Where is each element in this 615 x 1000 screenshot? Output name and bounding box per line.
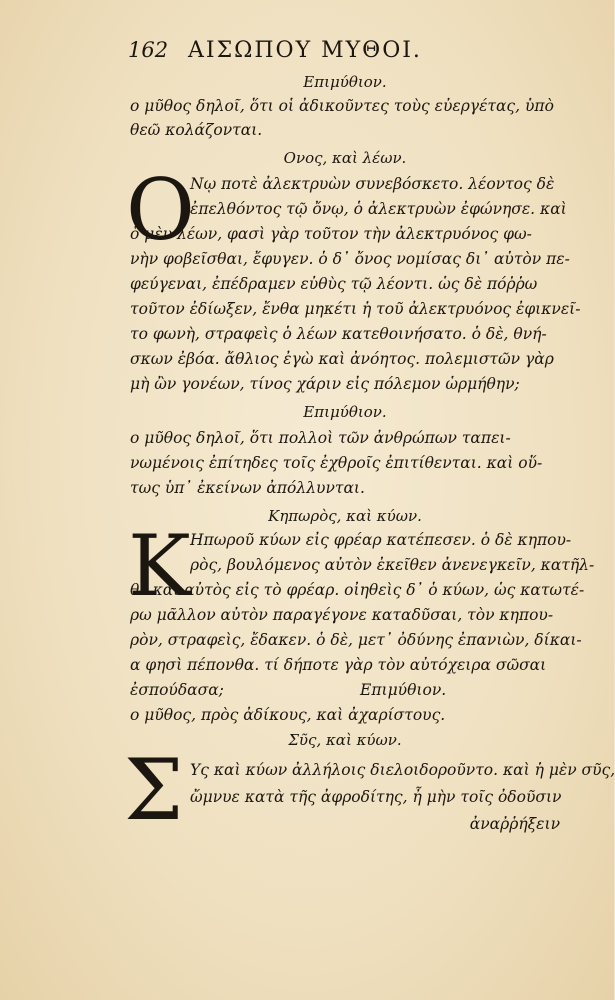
- moral-heading: Επιμύθιον.: [303, 403, 387, 421]
- text-line: ὤμνυε κατὰ τῆς ἀφροδίτης, ἦ μὴν τοῖς ὀδοῦσιν: [190, 788, 562, 806]
- drop-cap: O: [126, 161, 195, 259]
- text-line: το φωνὴ, στραφεὶς ὁ λέων κατεθοινήσατο. ὁ δὲ, θνή-: [130, 325, 547, 343]
- text-line: τως ὑπ᾽ ἐκείνων ἀπόλλυνται.: [130, 479, 365, 497]
- moral-heading: Επιμύθιον.: [303, 73, 387, 91]
- page-header: [128, 38, 558, 62]
- text-line: ρὸς, βουλόμενος αὐτὸν ἐκεῖθεν ἀνενεγκεῖν, κατῆλ-: [190, 556, 595, 574]
- text-line: ο μῦθος δηλοῖ, ὅτι πολλοὶ τῶν ἀνθρώπων ταπει-: [130, 429, 511, 447]
- text-line: ἐσπούδασα;: [130, 681, 224, 699]
- drop-cap: K: [128, 517, 191, 615]
- text-line: ἐπελθόντος τῷ ὄνῳ, ὁ ἀλεκτρυὼν ἐφώνησε. καὶ: [190, 200, 567, 218]
- text-line: ο μῦθος, πρὸς ἀδίκους, καὶ ἀχαρίστους.: [130, 706, 446, 724]
- drop-cap: Σ: [124, 741, 184, 839]
- text-line: ο μῦθος δηλοῖ, ὅτι οἱ ἀδικοῦντες τοὺς εὐεργέτας, ὑπὸ: [130, 97, 554, 115]
- fable-title: Σῦς, καὶ κύων.: [288, 731, 402, 749]
- text-line: ρὸν, στραφεὶς, ἔδακεν. ὁ δὲ, μετ᾽ ὀδύνης ἐπανιὼν, δίκαι-: [130, 631, 582, 649]
- fable-title: Ονος, καὶ λέων.: [283, 149, 407, 167]
- text-line: τοῦτον ἐδίωξεν, ἔνθα μηκέτι ἡ τοῦ ἀλεκτρυόνος ἐφικνεῖ-: [130, 300, 581, 318]
- running-title: ΑΙΣΩΠΟΥ ΜΥΘΟΙ.: [188, 38, 422, 63]
- text-line: θε καὶ αὐτὸς εἰς τὸ φρέαρ. οἰηθεὶς δ᾽ ὁ κύων, ὡς κατωτέ-: [130, 581, 585, 599]
- text-line: ἀναῤῥήξειν: [469, 815, 560, 833]
- text-line: θεῶ κολάζονται.: [130, 121, 263, 139]
- text-line: ὁ μὲν λέων, φασὶ γὰρ τοῦτον τὴν ἀλεκτρυόνος φω-: [130, 225, 532, 243]
- text-line: ρω μᾶλλον αὐτὸν παραγέγονε καταδῦσαι, τὸν κηπου-: [130, 606, 554, 624]
- text-line: Υς καὶ κύων ἀλλήλοις διελοιδοροῦντο. καὶ ἡ μὲν σῦς,: [190, 761, 615, 779]
- page-number: 162: [128, 38, 169, 62]
- text-line: μὴ ὢν γονέων, τίνος χάριν εἰς πόλεμον ὡρμήθην;: [130, 375, 520, 393]
- moral-heading: Επιμύθιον.: [360, 681, 447, 699]
- text-line: α φησὶ πέπονθα. τί δήποτε γὰρ τὸν αὐτόχειρα σῶσαι: [130, 656, 547, 674]
- text-line: φεύγεναι, ἐπέδραμεν εὐθὺς τῷ λέοντι. ὡς δὲ πόῤῥω: [130, 275, 538, 293]
- text-line: νωμένοις ἐπίτηδες τοῖς ἐχθροῖς ἐπιτίθενται. καὶ οὕ-: [130, 454, 543, 472]
- text-line: Ηπωροῦ κύων εἰς φρέαρ κατέπεσεν. ὁ δὲ κηπου-: [190, 531, 572, 549]
- text-line: νὴν φοβεῖσθαι, ἔφυγεν. ὁ δ᾽ ὄνος νομίσας δι᾽ αὐτὸν πε-: [130, 250, 570, 268]
- text-line: σκων ἐβόα. ἄθλιος ἐγὼ καὶ ἀνόητος. πολεμιστῶν γὰρ: [130, 350, 554, 368]
- fable-title: Κηπωρὸς, καὶ κύων.: [268, 507, 422, 525]
- text-line: Νῳ ποτὲ ἀλεκτρυὼν συνεβόσκετο. λέοντος δὲ: [190, 175, 555, 193]
